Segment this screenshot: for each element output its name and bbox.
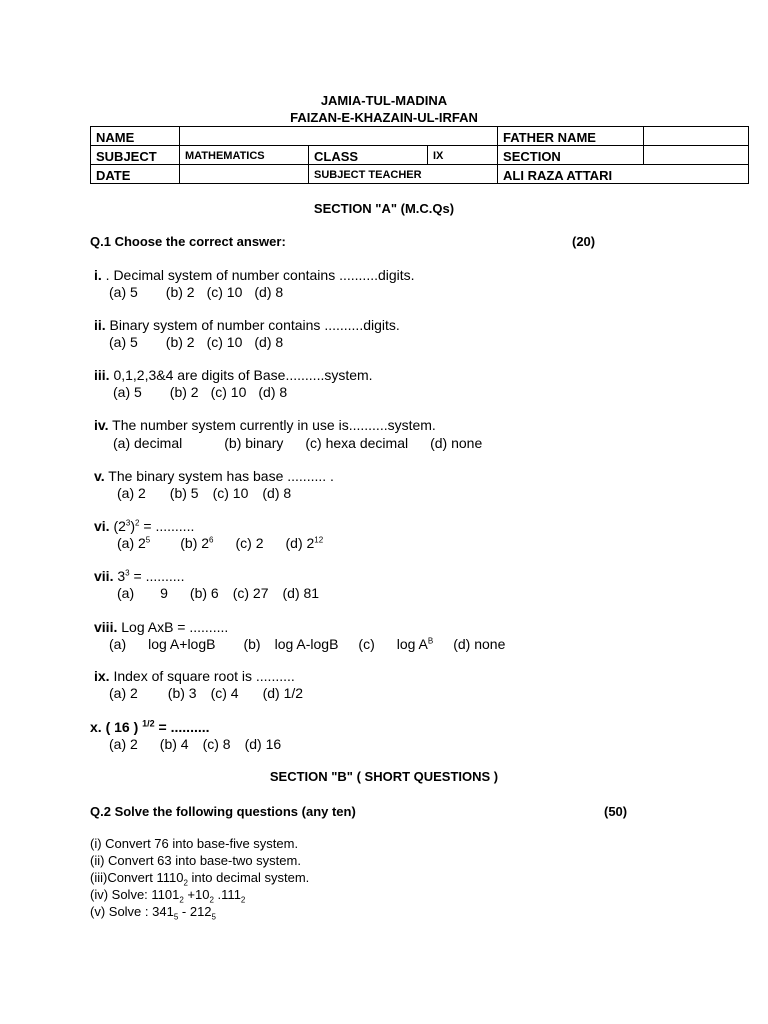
mcq-options-5: (a) 2 (b) 5 (c) 10 (d) 8 [117, 485, 292, 501]
mcq-item-10: x. ( 16 ) $^{1/2}$ = .......... [90, 718, 210, 735]
short-question-3: (iii)Convert $1110_2$ into decimal system. [90, 870, 310, 888]
mcq-item-2: ii. Binary system of number contains ..........digits. [94, 317, 400, 333]
mcq-options-3: (a) 5 (b) 2 (c) 10 (d) 8 [113, 384, 288, 400]
student-info-table [90, 126, 749, 184]
school-name: JAMIA-TUL-MADINA [320, 93, 448, 108]
mcq-item-1: i. . Decimal system of number contains ..........digits. [94, 267, 415, 283]
class-value: IX [428, 146, 498, 165]
mcq-options-9: (a) 2 (b) 3 (c) 4 (d) 1/2 [109, 685, 304, 701]
short-question-4: (iv) Solve: $1101_2 +10_2$ $.111_2$ [90, 887, 246, 905]
mcq-options-7: (a) 9 (b) 6 (c) 27 (d) 81 [117, 585, 320, 601]
table-row [91, 127, 749, 146]
subject-label: SUBJECT [91, 146, 180, 165]
mcq-item-4: iv. The number system currently in use is..........system. [94, 417, 436, 433]
q2-marks: (50) [604, 804, 628, 819]
section-label: SECTION [498, 146, 644, 165]
table-row [91, 146, 749, 165]
mcq-item-6: vi. $(2^3)^2$ = .......... [94, 518, 195, 534]
section-value-cell [644, 146, 749, 165]
short-question-5: (v) Solve : $341_5 - 212_5$ [90, 904, 216, 922]
name-value-cell [180, 127, 498, 146]
mcq-item-8: viii. Log AxB = .......... [94, 619, 229, 635]
teacher-label: SUBJECT TEACHER [309, 165, 498, 184]
mcq-options-4: (a) decimal (b) binary (c) hexa decimal (d) none [113, 435, 483, 451]
mcq-options-8: (a) log A+logB (b) log A-logB (c) $\log A^B$ (d) none [109, 636, 506, 652]
mcq-options-6: (a) $2^5$ (b) $2^6$ (c) 2 (d) $2^{12}$ [117, 535, 324, 551]
section-a-title: SECTION "A" (M.C.Qs) [313, 201, 455, 216]
class-label: CLASS [309, 146, 428, 165]
mcq-item-7: vii. $3^3$ = .......... [94, 568, 185, 584]
father-name-value-cell [644, 127, 749, 146]
teacher-value: ALI RAZA ATTARI [498, 165, 749, 184]
date-value-cell [180, 165, 309, 184]
school-subtitle: FAIZAN-E-KHAZAIN-UL-IRFAN [290, 110, 478, 125]
mcq-options-2: (a) 5 (b) 2 (c) 10 (d) 8 [109, 334, 284, 350]
subject-value: MATHEMATICS [180, 146, 309, 165]
mcq-item-3: iii. 0,1,2,3&4 are digits of Base..........system. [94, 367, 373, 383]
table-row [91, 165, 749, 184]
q1-marks: (20) [572, 234, 596, 249]
short-question-2: (ii) Convert 63 into base-two system. [90, 853, 301, 868]
q2-label: Q.2 Solve the following questions (any ten) [90, 804, 356, 819]
q1-label: Q.1 Choose the correct answer: [90, 234, 286, 249]
section-b-title: SECTION "B" ( SHORT QUESTIONS ) [269, 769, 499, 784]
name-label: NAME [91, 127, 180, 146]
mcq-item-5: v. The binary system has base .......... . [94, 468, 334, 484]
short-question-1: (i) Convert 76 into base-five system. [90, 836, 299, 851]
mcq-options-10: (a) 2 (b) 4 (c) 8 (d) 16 [109, 736, 282, 752]
mcq-options-1: (a) 5 (b) 2 (c) 10 (d) 8 [109, 284, 284, 300]
father-name-label: FATHER NAME [498, 127, 644, 146]
mcq-item-9: ix. Index of square root is .......... [94, 668, 295, 684]
date-label: DATE [91, 165, 180, 184]
